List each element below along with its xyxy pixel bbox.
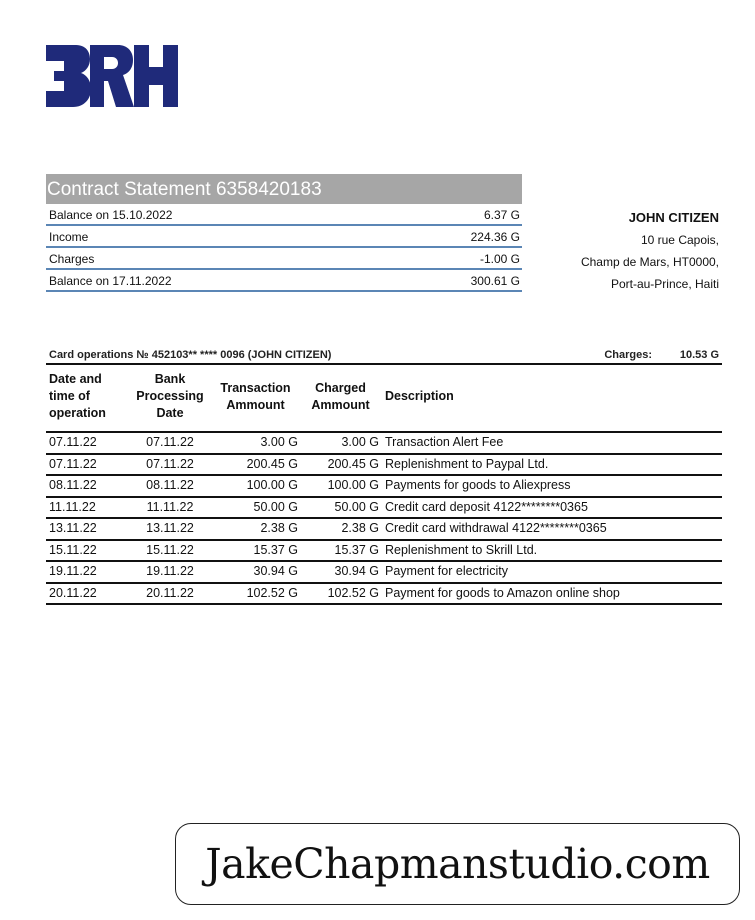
address-line-1: 10 rue Capois, <box>640 233 719 247</box>
description: Payment for electricity <box>381 561 722 583</box>
description: Credit card withdrawal 4122********0365 <box>381 518 722 540</box>
transaction-amount: 3.00 G <box>211 432 300 454</box>
table-row <box>46 432 722 454</box>
operation-date: 08.11.22 <box>46 475 129 497</box>
column-header: Bank Processing Date <box>129 367 211 432</box>
summary-row <box>46 270 522 292</box>
summary-label: Charges <box>49 252 95 266</box>
summary-label: Balance on 17.11.2022 <box>49 274 172 288</box>
processing-date: 13.11.22 <box>129 518 211 540</box>
address-line-3: Port-au-Prince, Haiti <box>610 277 719 291</box>
charged-amount: 3.00 G <box>300 432 381 454</box>
card-operations-table <box>46 367 722 605</box>
charges-label: Charges: <box>604 349 652 361</box>
transaction-amount: 100.00 G <box>211 475 300 497</box>
charged-amount: 200.45 G <box>300 454 381 476</box>
customer-address <box>581 207 719 295</box>
transaction-amount: 50.00 G <box>211 497 300 519</box>
operation-date: 20.11.22 <box>46 583 129 605</box>
table-row <box>46 583 722 605</box>
description: Replenishment to Skrill Ltd. <box>381 540 722 562</box>
card-operations-heading: Card operations № 452103** **** 0096 (JOHN CITIZEN) <box>49 349 332 361</box>
charged-amount: 30.94 G <box>300 561 381 583</box>
processing-date: 15.11.22 <box>129 540 211 562</box>
operation-date: 13.11.22 <box>46 518 129 540</box>
column-header: Transaction Ammount <box>211 367 300 432</box>
processing-date: 08.11.22 <box>129 475 211 497</box>
summary-value: 6.37 G <box>483 208 520 222</box>
operation-date: 07.11.22 <box>46 454 129 476</box>
processing-date: 07.11.22 <box>129 432 211 454</box>
table-row <box>46 561 722 583</box>
table-row <box>46 540 722 562</box>
column-header: Description <box>381 367 722 432</box>
card-operations-header <box>46 347 722 365</box>
charged-amount: 102.52 G <box>300 583 381 605</box>
summary-label: Balance on 15.10.2022 <box>49 208 173 222</box>
summary-value: 300.61 G <box>470 274 520 288</box>
statement-summary <box>46 174 522 292</box>
brh-logo <box>46 45 178 107</box>
table-row <box>46 475 722 497</box>
table-row <box>46 497 722 519</box>
watermark: JakeChapmanstudio.com <box>175 823 740 905</box>
table-header-row <box>46 367 722 432</box>
address-line-2: Champ de Mars, HT0000, <box>580 255 719 269</box>
charged-amount: 100.00 G <box>300 475 381 497</box>
description: Transaction Alert Fee <box>381 432 722 454</box>
transaction-amount: 15.37 G <box>211 540 300 562</box>
description: Payment for goods to Amazon online shop <box>381 583 722 605</box>
operation-date: 07.11.22 <box>46 432 129 454</box>
operation-date: 11.11.22 <box>46 497 129 519</box>
charged-amount: 15.37 G <box>300 540 381 562</box>
summary-value: 224.36 G <box>470 230 520 244</box>
operation-date: 19.11.22 <box>46 561 129 583</box>
transaction-amount: 200.45 G <box>211 454 300 476</box>
charged-amount: 50.00 G <box>300 497 381 519</box>
description: Replenishment to Paypal Ltd. <box>381 454 722 476</box>
table-row <box>46 454 722 476</box>
charged-amount: 2.38 G <box>300 518 381 540</box>
processing-date: 07.11.22 <box>129 454 211 476</box>
processing-date: 11.11.22 <box>129 497 211 519</box>
operation-date: 15.11.22 <box>46 540 129 562</box>
table-row <box>46 518 722 540</box>
description: Payments for goods to Aliexpress <box>381 475 722 497</box>
column-header: Date and time of operation <box>46 367 129 432</box>
processing-date: 20.11.22 <box>129 583 211 605</box>
charges-value: 10.53 G <box>679 349 719 361</box>
description: Credit card deposit 4122********0365 <box>381 497 722 519</box>
customer-name: JOHN CITIZEN <box>628 210 719 225</box>
transaction-amount: 30.94 G <box>211 561 300 583</box>
summary-value: -1.00 G <box>479 252 520 266</box>
summary-label: Income <box>49 230 89 244</box>
transaction-amount: 2.38 G <box>211 518 300 540</box>
summary-row <box>46 204 522 226</box>
summary-row <box>46 226 522 248</box>
column-header: Charged Ammount <box>300 367 381 432</box>
summary-row <box>46 248 522 270</box>
transaction-amount: 102.52 G <box>211 583 300 605</box>
processing-date: 19.11.22 <box>129 561 211 583</box>
statement-title: Contract Statement 6358420183 <box>46 174 522 204</box>
